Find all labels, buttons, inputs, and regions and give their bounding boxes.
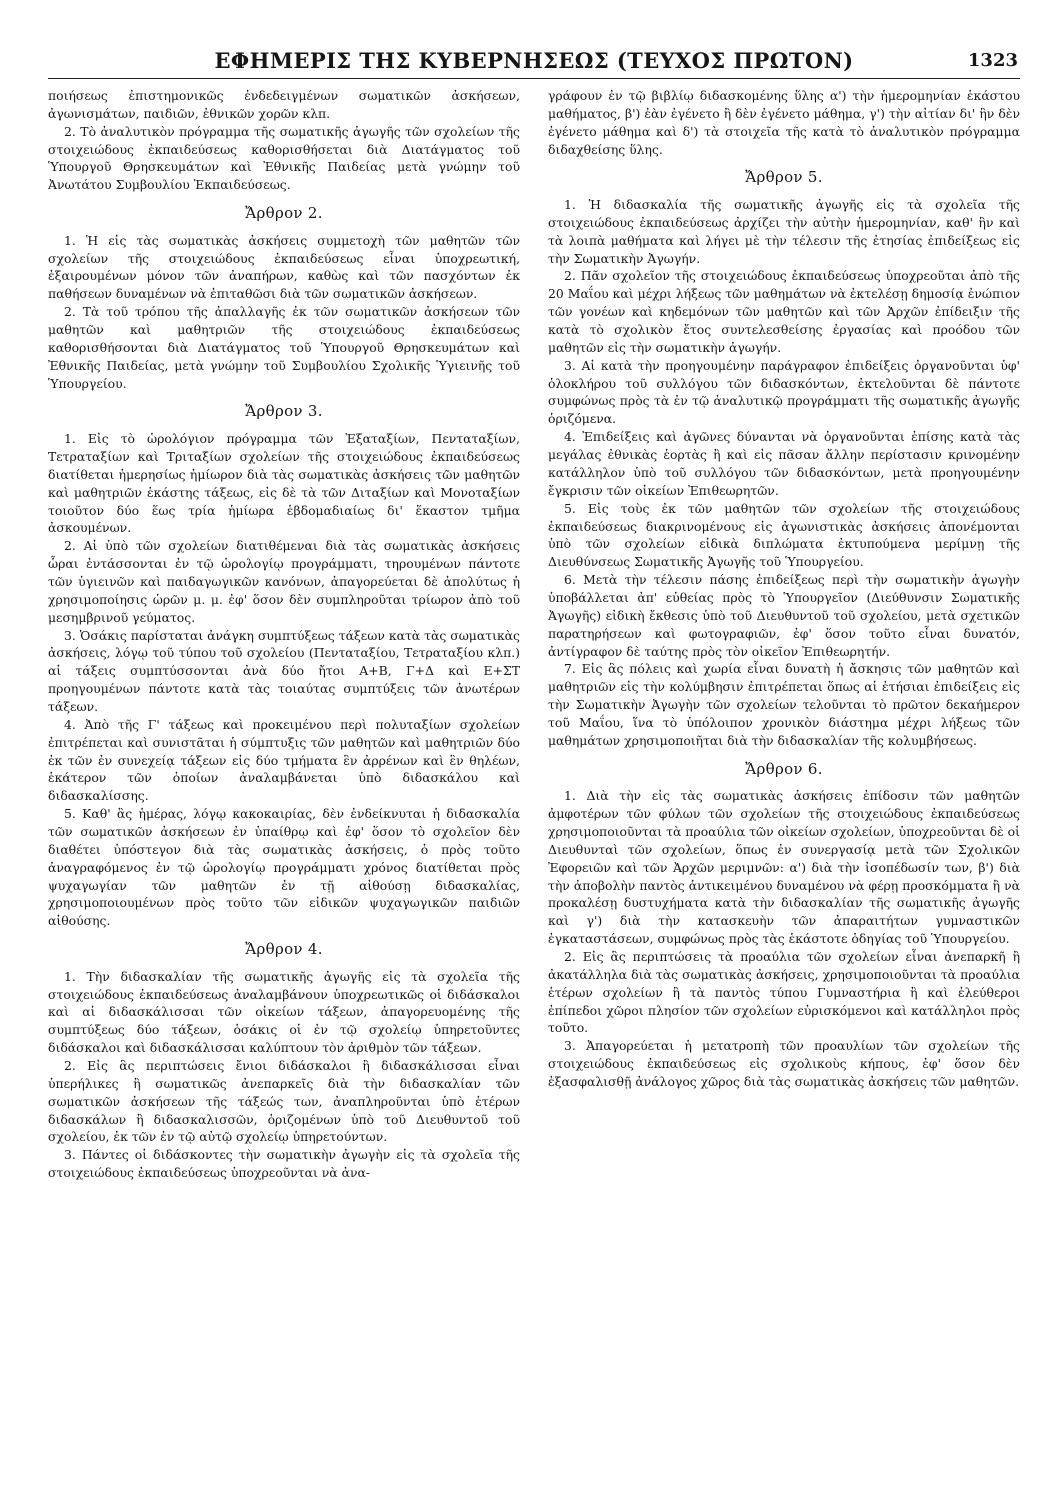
article-heading: Ἄρθρον 2. xyxy=(245,204,323,223)
paragraph: 1. Τὴν διδασκαλίαν τῆς σωματικῆς ἀγωγῆς εἰς τὰ σχολεῖα τῆς στοιχειώδους ἐκπαιδεύσεως ἀναλαμβάνουν ὑποχρεωτικῶς οἱ διδάσκαλοι καὶ αἱ διδασκάλισσαι τῶν οἰκείων τάξεων, ἀπαγορευομένης τῆς συμπτύξεως δύο τάξεων, ὁσάκις οἱ ἐν τῷ σχολείῳ ὑπηρετοῦντες διδάσκαλοι καὶ διδασκάλισσαι καλύπτουν τὸν ἀριθμὸν τῶν τάξεων. xyxy=(48,968,520,1056)
paragraph: 1. Ἡ διδασκαλία τῆς σωματικῆς ἀγωγῆς εἰς τὰ σχολεῖα τῆς στοιχειώδους ἐκπαιδεύσεως ἀρχίζει τὴν αὐτὴν ἡμερομηνίαν, καθ' ἣν καὶ τὰ λοιπὰ μαθήματα καὶ λήγει μὲ τὴν τέλεσιν τῆς ἐτησίας ἐπιδείξεως εἰς τὴν Σωματικὴν Ἀγωγήν. xyxy=(548,197,1020,266)
article-heading: Ἄρθρον 6. xyxy=(745,759,823,778)
paragraph: 1. Εἰς τὸ ὡρολόγιον πρόγραμμα τῶν Ἑξαταξίων, Πενταταξίων, Τετραταξίων καὶ Τριταξίων σχολείων τῆς στοιχειώδους ἐκπαιδεύσεως διατίθεται ἡμερησίως ἡμίωρον διὰ τὰς σωματικὰς ἀσκήσεις τῶν μαθητῶν καὶ μαθητριῶν ἑκάστης τάξεως, εἰς δὲ τὰ τῶν Διταξίων καὶ Μονοταξίων τοιοῦτον δύο ἕως τρία ἡμίωρα ἑβδομαδιαίως δι' ἕκαστον τμῆμα ἀσκουμένων. xyxy=(48,431,520,536)
paragraph: 2. Τὸ ἀναλυτικὸν πρόγραμμα τῆς σωματικῆς ἀγωγῆς τῶν σχολείων τῆς στοιχειώδους ἐκπαιδεύσεως καθορισθήσεται διὰ Διατάγματος τοῦ Ὑπουργοῦ Θρησκευμάτων καὶ Ἐθνικῆς Παιδείας μετὰ γνώμην τοῦ Ἀνωτάτου Συμβουλίου Ἐκπαιδεύσεως. xyxy=(48,123,520,193)
article-heading: Ἄρθρον 5. xyxy=(745,168,823,187)
paragraph: 2. Εἰς ἃς περιπτώσεις τὰ προαύλια τῶν σχολείων εἶναι ἀνεπαρκῆ ἢ ἀκατάλληλα διὰ τὰς σωματικὰς ἀσκήσεις, χρησιμοποιοῦνται τὰ προαύλια ἑτέρων σχολείων ἢ τὰ παντὸς τύπου Γυμναστήρια ἢ καὶ ἐλεύθεροι ἐπίπεδοι χῶροι πλησίον τῶν σχολείων εὐρισκόμενοι καὶ κατάλληλοι πρὸς τοῦτο. xyxy=(548,949,1020,1036)
paragraph: 4. Ἐπιδείξεις καὶ ἀγῶνες δύνανται νὰ ὀργανοῦνται ἐπίσης κατὰ τὰς μεγάλας ἐθνικὰς ἑορτὰς ἢ καὶ εἰς πᾶσαν ἄλλην περίστασιν κρινομένην κατάλληλον ὑπὸ τοῦ συλλόγου τῶν διδασκόντων, μετὰ προηγουμένην ἔγκρισιν τῶν οἰκείων Ἐπιθεωρητῶν. xyxy=(548,429,1020,498)
paragraph: 2. Αἱ ὑπὸ τῶν σχολείων διατιθέμεναι διὰ τὰς σωματικὰς ἀσκήσεις ὧραι ἐντάσσονται ἐν τῷ ὡρολογίῳ προγράμματι, τηρουμένων πάντοτε τῶν ὑγιεινῶν καὶ παιδαγωγικῶν κανόνων, ἀπαγορεύεται δὲ ἀπολύτως ἡ χρησιμοποίησις ὡρῶν μ. μ. ἐφ' ὅσον δὲν συμπληροῦται τρίωρον ἀπὸ τοῦ μεσημβρινοῦ γεύματος. xyxy=(48,538,520,625)
text-columns xyxy=(48,87,1020,1182)
paragraph: 5. Καθ' ἃς ἡμέρας, λόγῳ κακοκαιρίας, δὲν ἐνδείκνυται ἡ διδασκαλία τῶν σωματικῶν ἀσκήσεων ἐν ὑπαίθρῳ καὶ ἐφ' ὅσον τὸ σχολεῖον δὲν διαθέτει ὑπόστεγον διὰ τὰς σωματικὰς ἀσκήσεις, ὁ πρὸς τοῦτο ἀναγραφόμενος ἐν τῷ ὡρολογίῳ προγράμματι χρόνος διατίθεται πρὸς ψυχαγωγίαν τῶν μαθητῶν ἐν τῇ αἰθούσῃ διδασκαλίας, χρησιμοποιουμένων πρὸς τοῦτο τῶν εἰδικῶν ψυχαγωγικῶν παιδιῶν αἰθούσης. xyxy=(48,806,520,929)
paragraph: 1. Διὰ τὴν εἰς τὰς σωματικὰς ἀσκήσεις ἐπίδοσιν τῶν μαθητῶν ἀμφοτέρων τῶν φύλων τῶν σχολείων τῆς στοιχειώδους ἐκπαιδεύσεως χρησιμοποιοῦνται τὰ προαύλια τῶν οἰκείων σχολείων, ὑποχρεοῦνται δὲ οἱ Διευθυνταὶ τῶν σχολείων, ὅπως ἐν συνεργασίᾳ μετὰ τῶν Σχολικῶν Ἐφορειῶν καὶ τῶν Ἀρχῶν μεριμνῶν: α') διὰ τὴν ἰσοπέδωσίν των, β') διὰ τὴν ἀποβολὴν παντὸς ἀντικειμένου δυναμένου νὰ φέρῃ προσκόμματα ἢ νὰ προκαλέσῃ δυστυχήματα κατὰ τὴν διδασκαλίαν τῆς σωματικῆς ἀγωγῆς καὶ γ') διὰ τὴν κατασκευὴν τῶν ἀπαραιτήτων γυμναστικῶν ἐγκαταστάσεων, συμφώνως πρὸς τὰς ἑκάστοτε ὁδηγίας τοῦ Ὑπουργείου. xyxy=(548,788,1020,947)
gazette-title: ΕΦΗΜΕΡΙΣ ΤΗΣ ΚΥΒΕΡΝΗΣΕΩΣ (ΤΕΥΧΟΣ ΠΡΩΤΟΝ) xyxy=(214,48,854,73)
article-heading: Ἄρθρον 3. xyxy=(245,402,323,421)
paragraph: γράφουν ἐν τῷ βιβλίῳ διδασκομένης ὕλης α') τὴν ἡμερομηνίαν ἑκάστου μαθήματος, β') ἐὰν ἐγένετο ἢ δὲν ἐγένετο μάθημα, γ') τὴν αἰτίαν δι' ἣν δὲν ἐγένετο μάθημα καὶ δ') τὰ στοιχεῖα τῆς κατὰ τὸ ἀναλυτικὸν πρόγραμμα διδαχθείσης ὕλης. xyxy=(548,88,1020,157)
paragraph: 6. Μετὰ τὴν τέλεσιν πάσης ἐπιδείξεως περὶ τὴν σωματικὴν ἀγωγὴν ὑποβάλλεται ἀπ' εὐθείας πρὸς τὸ Ὑπουργεῖον (Διεύθυνσιν Σωματικῆς Ἀγωγῆς) εἰδικὴ ἔκθεσις ὑπὸ τοῦ Διευθυντοῦ τοῦ σχολείου, μετὰ σχετικῶν παρατηρήσεων καὶ φωτογραφιῶν, ἐφ' ὅσον τοῦτο εἶναι δυνατόν, ἀντίγραφον δὲ ταύτης πρὸς τὸν οἰκεῖον Ἐπιθεωρητήν. xyxy=(548,572,1020,659)
paragraph: 3. Ὁσάκις παρίσταται ἀνάγκη συμπτύξεως τάξεων κατὰ τὰς σωματικὰς ἀσκήσεις, λόγῳ τοῦ τύπου τοῦ σχολείου (Πενταταξίου, Τετραταξίου κλπ.) αἱ τάξεις συμπτύσσονται ἀνὰ δύο ἤτοι Α+Β, Γ+Δ καὶ Ε+ΣΤ προηγουμένων πάντοτε κατὰ τὰς τοιαύτας συμπτύξεις τῶν ἀνωτέρων τάξεων. xyxy=(48,627,520,714)
paragraph: 3. Πάντες οἱ διδάσκοντες τὴν σωματικὴν ἀγωγὴν εἰς τὰ σχολεῖα τῆς στοιχειώδους ἐκπαιδεύσεως ὑποχρεοῦνται νὰ ἀνα- xyxy=(48,1147,520,1181)
paragraph: 2. Πᾶν σχολεῖον τῆς στοιχειώδους ἐκπαιδεύσεως ὑποχρεοῦται ἀπὸ τῆς 20 Μαΐου καὶ μέχρι λήξεως τῶν μαθημάτων νὰ ἐκτελέσῃ δημοσίᾳ ἐνώπιον τῶν γονέων καὶ κηδεμόνων τῶν μαθητῶν καὶ τῶν Ἀρχῶν ἐπίδειξιν τῆς κατὰ τὸ σχολικὸν ἔτος συντελεσθείσης ἐργασίας καὶ προόδου τῶν μαθητῶν εἰς τὴν σωματικὴν ἀγωγήν. xyxy=(548,268,1020,355)
paragraph: 4. Ἀπὸ τῆς Γ' τάξεως καὶ προκειμένου περὶ πολυταξίων σχολείων ἐπιτρέπεται καὶ συνιστᾶται ἡ σύμπτυξις τῶν μαθητῶν καὶ μαθητριῶν δύο ἐκ τῶν ἐν συνεχείᾳ τάξεων εἰς δύο τμήματα ἓν ἀρρένων καὶ ἓν θηλέων, ἑκάτερον τῶν ὁποίων ἀναλαμβάνεται ὑπὸ διδασκάλου καὶ διδασκαλίσσης. xyxy=(48,716,520,804)
paragraph: 3. Αἱ κατὰ τὴν προηγουμένην παράγραφον ἐπιδείξεις ὀργανοῦνται ὑφ' ὁλοκλήρου τοῦ συλλόγου τῶν διδασκόντων, ἐκτελοῦνται δὲ πάντοτε συμφώνως πρὸς τὰ ἐν τῷ ἀναλυτικῷ προγράμματι τῆς σωματικῆς ἀγωγῆς ὁριζόμενα. xyxy=(548,357,1020,427)
paragraph: 1. Ἡ εἰς τὰς σωματικὰς ἀσκήσεις συμμετοχὴ τῶν μαθητῶν τῶν σχολείων τῆς στοιχειώδους ἐκπαιδεύσεως εἶναι ὑποχρεωτική, ἐξαιρουμένων μόνον τῶν ἀναπήρων, καθὼς καὶ τῶν πασχόντων ἐκ παθήσεων δυναμένων νὰ ἐπιταθῶσι διὰ τῶν σωματικῶν ἀσκήσεων. xyxy=(48,232,520,302)
paragraph: 3. Ἀπαγορεύεται ἡ μετατροπὴ τῶν προαυλίων τῶν σχολείων τῆς στοιχειώδους ἐκπαιδεύσεως εἰς σχολικοὺς κήπους, ἐφ' ὅσον δὲν ἐξασφαλισθῇ ἀνάλογος χῶρος διὰ τὰς σωματικὰς ἀσκήσεις τῶν μαθητῶν. xyxy=(548,1038,1020,1090)
article-heading: Ἄρθρον 4. xyxy=(245,940,323,959)
page-header xyxy=(48,44,1020,79)
paragraph: 7. Εἰς ἃς πόλεις καὶ χωρία εἶναι δυνατὴ ἡ ἄσκησις τῶν μαθητῶν καὶ μαθητριῶν εἰς τὴν κολύμβησιν ἐπιτρέπεται ὅπως αἱ ἐτήσιαι ἐπιδείξεις εἰς τὴν Σωματικὴν Ἀγωγὴν τῶν σχολείων τελοῦνται τὸ πρῶτον δεκαήμερον τοῦ Μαΐου, ἵνα τὸ ὑπόλοιπον χρονικὸν διάστημα μέχρι λήξεως τῶν μαθημάτων χρησιμοποιῆται διὰ τὴν διδασκαλίαν τῆς κολυμβήσεως. xyxy=(548,661,1020,748)
paragraph: 2. Εἰς ἃς περιπτώσεις ἔνιοι διδάσκαλοι ἢ διδασκάλισσαι εἶναι ὑπερήλικες ἢ σωματικῶς ἀνεπαρκεῖς διὰ τὴν διδασκαλίαν τῶν σωματικῶν ἀσκήσεων τῆς τάξεώς των, ἀναπληροῦνται ὑπὸ ἑτέρων διδασκάλων ἢ διδασκαλισσῶν, ὁριζομένων ὑπὸ τοῦ Διευθυντοῦ τοῦ σχολείου, ἐκ τῶν ἐν τῷ αὐτῷ σχολείῳ ὑπηρετούντων. xyxy=(48,1058,520,1145)
right-column xyxy=(548,87,1020,1182)
page-number: 1323 xyxy=(967,50,1018,71)
paragraph: 2. Τὰ τοῦ τρόπου τῆς ἀπαλλαγῆς ἐκ τῶν σωματικῶν ἀσκήσεων τῶν μαθητῶν καὶ μαθητριῶν τῆς στοιχειώδους ἐκπαιδεύσεως καθορισθήσονται διὰ Διατάγματος τοῦ Ὑπουργοῦ Θρησκευμάτων καὶ Ἐθνικῆς Παιδείας, μετὰ γνώμην τοῦ Συμβουλίου Σχολικῆς Ὑγιεινῆς τοῦ Ὑπουργείου. xyxy=(48,304,520,391)
paragraph: 5. Εἰς τοὺς ἐκ τῶν μαθητῶν τῶν σχολείων τῆς στοιχειώδους ἐκπαιδεύσεως διακρινομένους εἰς ἀγωνιστικὰς ἀσκήσεις ἀπονέμονται ὑπὸ τῶν σχολείων εἰδικὰ διπλώματα ἐκτυπούμενα μερίμνῃ τῆς Διευθύνσεως Σωματικῆς Ἀγωγῆς τοῦ Ὑπουργείου. xyxy=(548,500,1020,570)
left-column xyxy=(48,87,520,1182)
paragraph: ποιήσεως ἐπιστημονικῶς ἐνδεδειγμένων σωματικῶν ἀσκήσεων, ἀγωνισμάτων, παιδιῶν, ἐθνικῶν χορῶν κλπ. xyxy=(48,88,520,121)
